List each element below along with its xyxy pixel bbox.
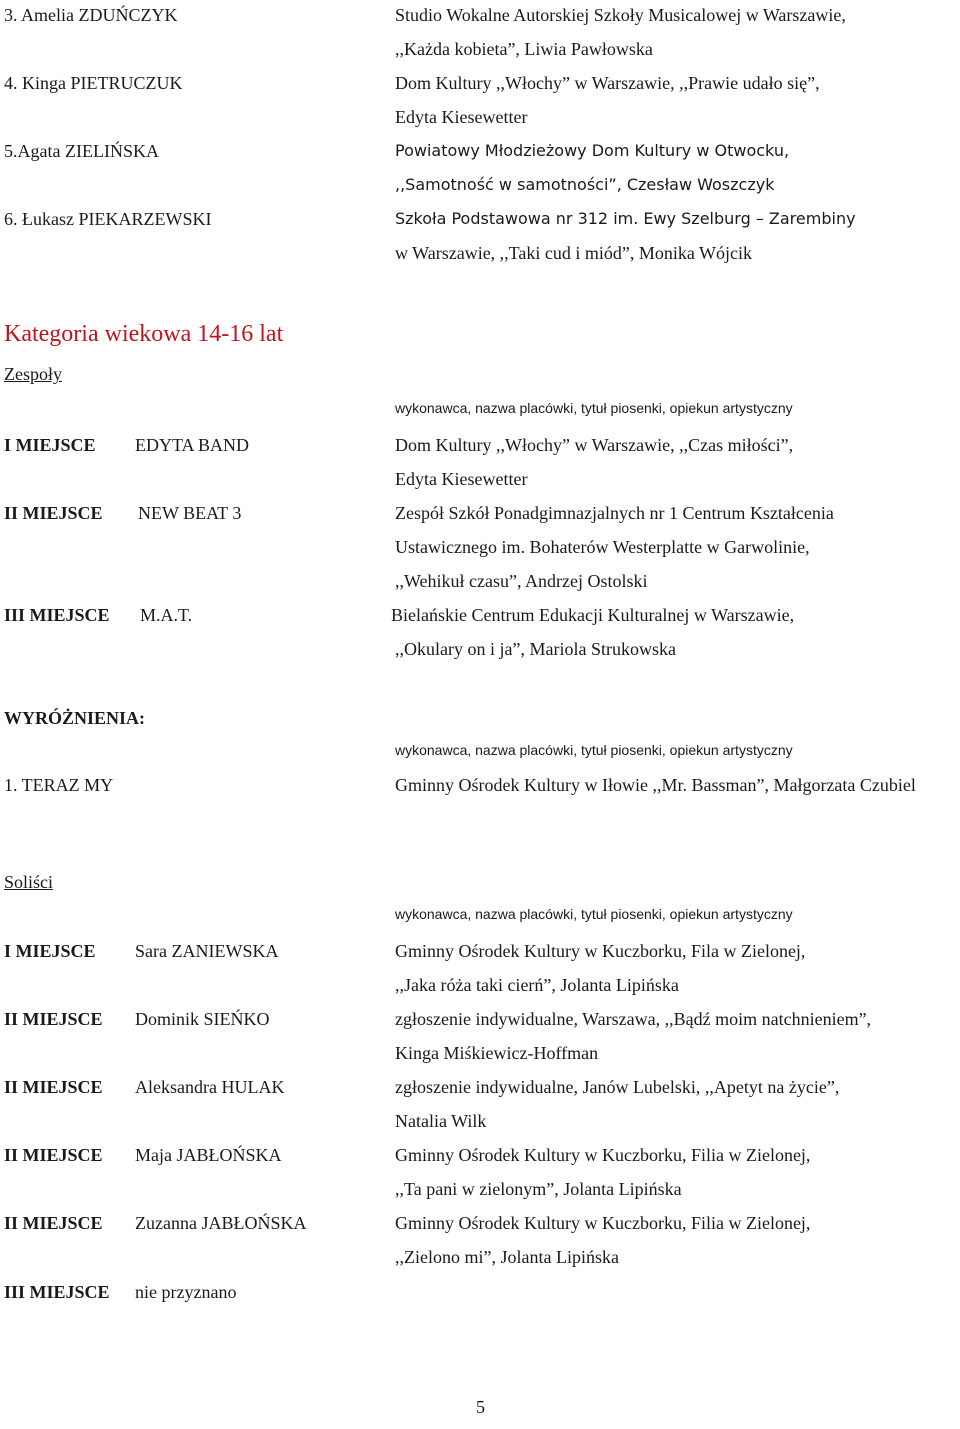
entry-detail: Bielańskie Centrum Edukacji Kulturalnej w Warszawie, [391,605,795,625]
entry-detail: Kinga Miśkiewicz-Hoffman [395,1043,599,1063]
performer-name: Aleksandra HULAK [135,1077,285,1097]
distinctions-title: WYRÓŻNIENIA: [4,708,146,728]
soloists-section-title: Soliści [4,872,54,892]
column-caption: wykonawca, nazwa placówki, tytuł piosenki, opiekun artystyczny [395,742,793,758]
place-label: II MIEJSCE [4,1077,103,1097]
entry-detail: Dom Kultury ,,Włochy” w Warszawie, ,,Czas miłości”, [395,435,794,455]
place-label: III MIEJSCE [4,605,110,625]
top-entry-name: 4. Kinga PIETRUCZUK [4,73,183,93]
entry-detail: Natalia Wilk [395,1111,487,1131]
place-label: II MIEJSCE [4,503,103,523]
performer-name: Sara ZANIEWSKA [135,941,279,961]
performer-name: Dominik SIEŃKO [135,1009,270,1029]
column-caption: wykonawca, nazwa placówki, tytuł piosenki, opiekun artystyczny [395,906,793,922]
top-entry-detail: ,,Samotność w samotności”, Czesław Woszczyk [395,175,775,194]
place-label: II MIEJSCE [4,1009,103,1029]
entry-detail: ,,Zielono mi”, Jolanta Lipińska [395,1247,619,1267]
place-label: II MIEJSCE [4,1145,103,1165]
entry-detail: Ustawicznego im. Bohaterów Westerplatte w Garwolinie, [395,537,810,557]
entry-detail: Gminny Ośrodek Kultury w Kuczborku, Filia w Zielonej, [395,1145,811,1165]
place-label: III MIEJSCE [4,1282,110,1302]
performer-name: nie przyznano [135,1282,237,1302]
top-entry-name: 6. Łukasz PIEKARZEWSKI [4,209,212,229]
top-entry-detail: ,,Każda kobieta”, Liwia Pawłowska [395,39,653,59]
performer-name: NEW BEAT 3 [138,503,242,523]
entry-detail: ,,Jaka róża taki cierń”, Jolanta Lipińska [395,975,679,995]
performer-name: Zuzanna JABŁOŃSKA [135,1213,307,1233]
top-entry-detail: w Warszawie, ,,Taki cud i miód”, Monika Wójcik [395,243,753,263]
distinction-name: 1. TERAZ MY [4,775,114,795]
top-entry-detail: Szkoła Podstawowa nr 312 im. Ewy Szelburg – Zarembiny [395,209,856,228]
top-entry-name: 5.Agata ZIELIŃSKA [4,141,159,161]
performer-name: EDYTA BAND [135,435,250,455]
distinction-detail: Gminny Ośrodek Kultury w Iłowie ,,Mr. Bassman”, Małgorzata Czubiel [395,775,916,795]
top-entry-detail: Studio Wokalne Autorskiej Szkoły Musicalowej w Warszawie, [395,5,846,25]
performer-name: Maja JABŁOŃSKA [135,1145,282,1165]
top-entry-name: 3. Amelia ZDUŃCZYK [4,5,178,25]
entry-detail: ,,Wehikuł czasu”, Andrzej Ostolski [395,571,648,591]
entry-detail: ,,Okulary on i ja”, Mariola Strukowska [395,639,676,659]
top-entry-detail: Dom Kultury ,,Włochy” w Warszawie, ,,Prawie udało się”, [395,73,820,93]
place-label: II MIEJSCE [4,1213,103,1233]
category-title: Kategoria wiekowa 14-16 lat [4,321,284,347]
groups-section-title: Zespoły [4,364,62,384]
entry-detail: Edyta Kiesewetter [395,469,528,489]
entry-detail: zgłoszenie indywidualne, Janów Lubelski, ,,Apetyt na życie”, [395,1077,840,1097]
performer-name: M.A.T. [140,605,193,625]
entry-detail: Gminny Ośrodek Kultury w Kuczborku, Fila w Zielonej, [395,941,806,961]
top-entry-detail: Edyta Kiesewetter [395,107,528,127]
entry-detail: Zespół Szkół Ponadgimnazjalnych nr 1 Centrum Kształcenia [395,503,834,523]
entry-detail: Gminny Ośrodek Kultury w Kuczborku, Filia w Zielonej, [395,1213,811,1233]
column-caption: wykonawca, nazwa placówki, tytuł piosenki, opiekun artystyczny [395,400,793,416]
entry-detail: zgłoszenie indywidualne, Warszawa, ,,Bądź moim natchnieniem”, [395,1009,872,1029]
page-number: 5 [476,1397,485,1417]
place-label: I MIEJSCE [4,435,96,455]
top-entry-detail: Powiatowy Młodzieżowy Dom Kultury w Otwocku, [395,141,790,160]
place-label: I MIEJSCE [4,941,96,961]
entry-detail: ,,Ta pani w zielonym”, Jolanta Lipińska [395,1179,682,1199]
